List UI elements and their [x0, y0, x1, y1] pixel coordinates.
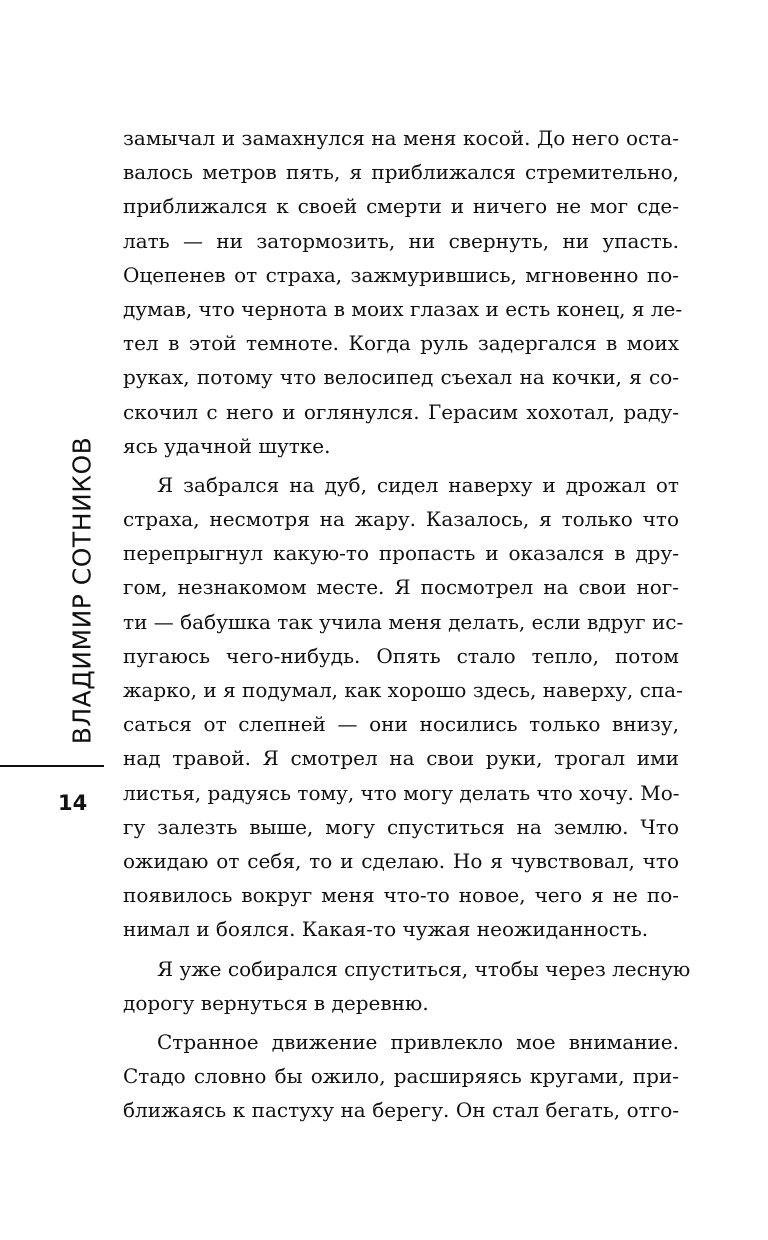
- text-line: ти — бабушка так учила меня делать, если вдруг ис-: [123, 609, 684, 634]
- text-line: Я уже собирался спуститься, чтобы через лесную: [157, 956, 691, 981]
- text-line: руках, потому что велосипед съехал на кочки, я со-: [123, 365, 679, 390]
- text-line: ожидаю от себя, то и сделаю. Но я чувствовал, что: [123, 848, 679, 873]
- margin-rule: [0, 765, 104, 767]
- text-line: думав, что чернота в моих глазах и есть конец, я ле-: [123, 296, 683, 321]
- text-line: приближался к своей смерти и ничего не мог сде-: [123, 194, 679, 219]
- paragraph-3: [123, 952, 691, 1020]
- paragraph-4: [123, 1025, 679, 1128]
- text-line: перепрыгнул какую-то пропасть и оказался в дру-: [123, 541, 679, 566]
- text-line: страха, несмотря на жару. Казалось, я только что: [123, 507, 679, 532]
- text-line: валось метров пять, я приближался стремительно,: [123, 160, 679, 185]
- text-line: лать — ни затормозить, ни свернуть, ни упасть.: [123, 228, 679, 253]
- running-head-text: ВЛАДИМИР СОТНИКОВ: [67, 436, 97, 744]
- text-line: ближаясь к пастуху на берегу. Он стал бегать, отго-: [123, 1098, 679, 1123]
- text-line: Странное движение привлекло мое внимание.: [157, 1029, 679, 1054]
- text-line: жарко, и я подумал, как хорошо здесь, наверху, спа-: [123, 678, 683, 702]
- text-line: гу залезть выше, могу спуститься на землю. Что: [123, 814, 679, 839]
- paragraph-2: [123, 468, 684, 947]
- paragraph-1: [123, 121, 683, 463]
- text-line: скочил с него и оглянулся. Герасим хохотал, раду-: [123, 399, 679, 424]
- text-line: дорогу вернуться в деревню.: [123, 990, 429, 1015]
- page-number: 14: [58, 791, 88, 815]
- text-line: листья, радуясь тому, что могу делать что хочу. Мо-: [123, 780, 680, 805]
- text-line: пугаюсь чего-нибудь. Опять стало тепло, потом: [123, 643, 679, 668]
- text-line: Оцепенев от страха, зажмурившись, мгновенно по-: [123, 262, 679, 287]
- text-line: тел в этой темноте. Когда руль задергался в моих: [123, 331, 679, 356]
- text-line: нимал и боялся. Какая-то чужая неожиданность.: [123, 917, 649, 942]
- text-line: замычал и замахнулся на меня косой. До него оста-: [123, 126, 679, 150]
- text-line: Стадо словно бы ожило, расширяясь кругами, при-: [123, 1064, 679, 1089]
- text-line: гом, незнакомом месте. Я посмотрел на свои ног-: [123, 575, 679, 600]
- text-line: появилось вокруг меня что-то новое, чего я не по-: [123, 883, 679, 908]
- text-line: Я забрался на дуб, сидел наверху и дрожал от: [157, 472, 679, 497]
- running-head: [62, 436, 102, 744]
- body-text: [123, 121, 691, 1132]
- text-line: над травой. Я смотрел на свои руки, трогал ими: [123, 746, 679, 771]
- text-line: саться от слепней — они носились только внизу,: [123, 712, 679, 737]
- text-line: ясь удачной шутке.: [123, 433, 331, 458]
